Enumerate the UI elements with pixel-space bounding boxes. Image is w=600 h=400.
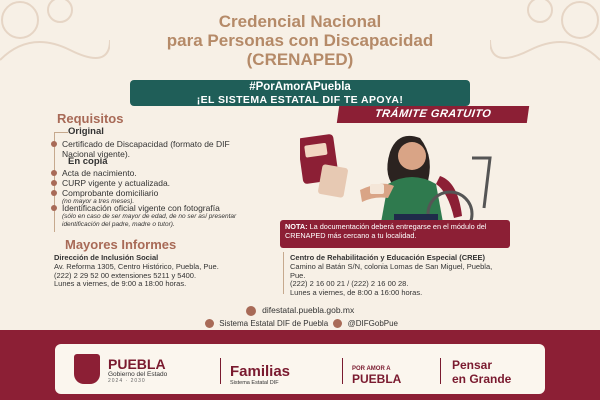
puebla-shield-icon — [74, 354, 100, 384]
contact-address: Camino al Batán S/N, colonia Lomas de San Miguel, Puebla, Pue. — [290, 261, 493, 280]
banner-hashtag: #PorAmorAPuebla — [249, 81, 351, 93]
contact-phone: (222) 2 16 00 21 / (222) 2 16 00 28. — [290, 279, 409, 289]
pensar-en-grande-logo: Pensar en Grande — [452, 358, 512, 386]
contact-cree — [290, 254, 500, 298]
facebook-link[interactable]: Sistema Estatal DIF de Puebla — [219, 319, 329, 328]
tramite-badge: TRÁMITE GRATUITO — [337, 106, 529, 123]
contact-heading: Dirección de Inclusión Social — [54, 253, 159, 262]
contact-phone: (222) 2 29 52 00 extensiones 5211 y 5400. — [54, 270, 197, 280]
website-line — [0, 305, 600, 316]
footer-separator — [220, 358, 221, 384]
globe-icon — [246, 306, 256, 316]
contact-divider — [283, 252, 284, 294]
bullet-icon — [51, 205, 57, 211]
page-title — [0, 12, 600, 69]
contact-hours: Lunes a viernes, de 8:00 a 16:00 horas. — [290, 288, 423, 298]
requisitos-heading: Requisitos — [57, 111, 124, 126]
social-line — [0, 319, 600, 328]
list-item: Certificado de Discapacidad (formato de DIF Nacional vigente). — [62, 139, 257, 159]
list-item: Comprobante domiciliario (no mayor a tres meses). — [62, 188, 262, 206]
nota-text: La documentación deberá entregarse en el módulo del CRENAPED más cercano a tu localidad. — [285, 222, 487, 240]
footer — [0, 330, 600, 400]
banner — [130, 80, 470, 106]
mayores-informes-heading: Mayores Informes — [65, 237, 177, 252]
requisitos-divider-tick — [54, 132, 68, 133]
nota-label: NOTA: — [285, 222, 308, 231]
bullet-icon — [51, 170, 57, 176]
website-link[interactable]: difestatal.puebla.gob.mx — [262, 305, 355, 315]
contact-address: Av. Reforma 1305, Centro Histórico, Puebla, Pue. — [54, 261, 219, 271]
contact-inclusion-social — [54, 254, 264, 289]
facebook-icon — [205, 319, 214, 328]
contact-heading: Centro de Rehabilitación y Educación Especial (CREE) — [290, 253, 486, 262]
footer-separator — [342, 358, 343, 384]
original-label: Original — [68, 126, 104, 137]
bullet-icon — [51, 180, 57, 186]
por-amor-a-puebla-logo: POR AMOR A PUEBLA — [352, 366, 402, 386]
familias-logo: Familias Sistema Estatal DIF — [230, 363, 291, 386]
x-icon — [333, 319, 342, 328]
list-item: Identificación oficial vigente con fotografía (sólo en caso de ser mayor de edad, de no ser así presentar identificación del padre, madre o tutor). — [62, 203, 259, 229]
title-line-1: Credencial Nacional — [218, 12, 382, 31]
x-link[interactable]: @DIFGobPue — [347, 319, 399, 328]
copia-label: En copia — [68, 156, 108, 167]
list-item: Acta de nacimiento. — [62, 168, 262, 178]
puebla-government-logo: PUEBLA Gobierno del Estado 2024 · 2030 — [74, 356, 214, 386]
bullet-icon — [51, 141, 57, 147]
contact-hours: Lunes a viernes, de 9:00 a 18:00 horas. — [54, 279, 187, 289]
footer-separator — [440, 358, 441, 384]
banner-slogan: ¡EL SISTEMA ESTATAL DIF TE APOYA! — [196, 94, 404, 106]
title-line-2: para Personas con Discapacidad — [166, 31, 434, 50]
nota-box — [280, 220, 510, 248]
bullet-icon — [51, 190, 57, 196]
list-item: CURP vigente y actualizada. — [62, 178, 262, 188]
title-line-3: (CRENAPED) — [246, 50, 354, 69]
